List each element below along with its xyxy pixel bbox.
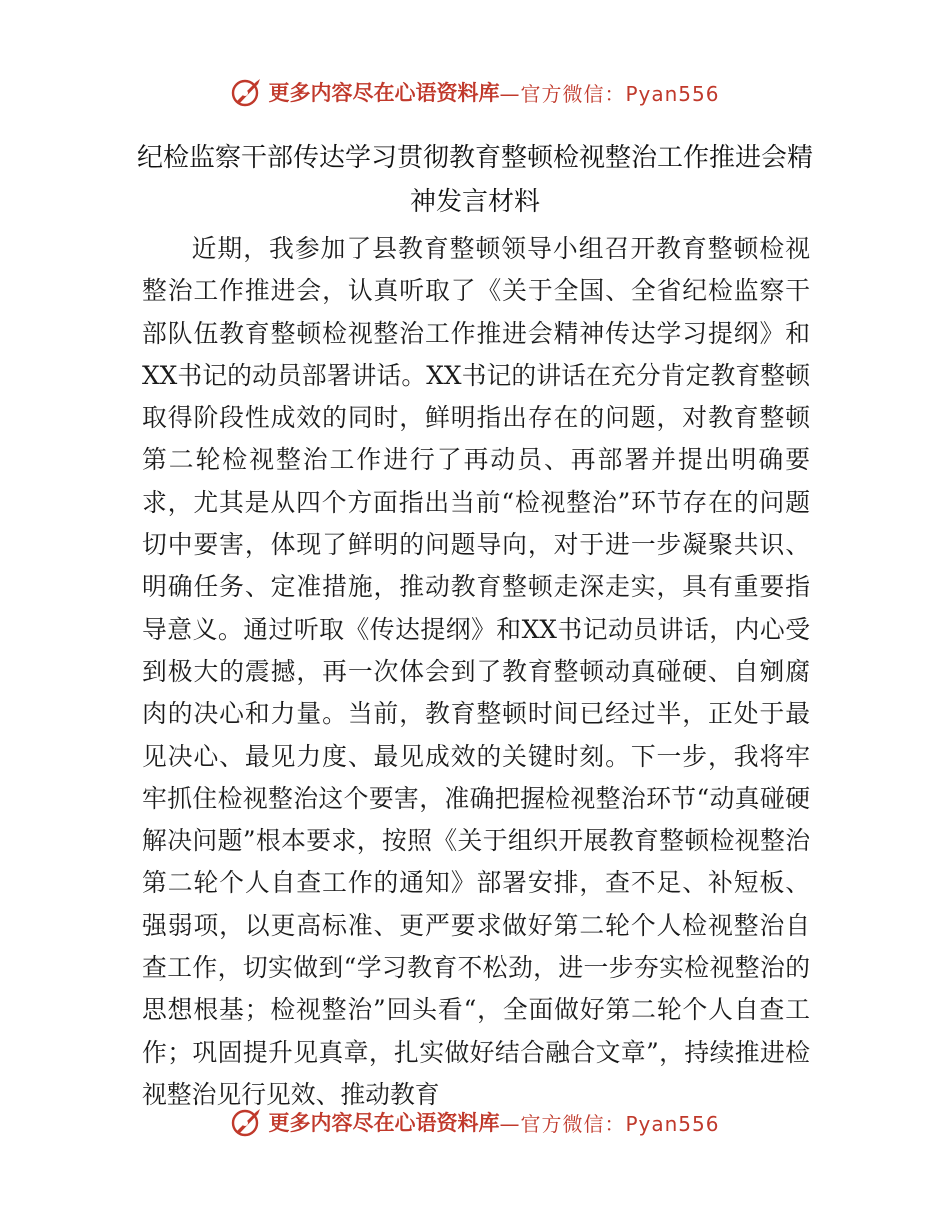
document-title: 纪检监察干部传达学习贯彻教育整顿检视整治工作推进会精神发言材料 [136, 143, 813, 217]
watermark-header [0, 70, 950, 114]
pen-logo-icon [230, 1105, 264, 1139]
watermark-brand: 更多内容尽在心语资料库 [268, 1111, 500, 1135]
document-paragraph: 近期，我参加了县教育整顿领导小组召开教育整顿检视整治工作推进会，认真听取了《关于全国、全省纪检监察干部队伍教育整顿检视整治工作推进会精神传达学习提纲》和XX书记的动员部署讲话。XX书记的讲话在充分肯定教育整顿取得阶段性成效的同时，鲜明指出存在的问题，对教育整顿第二轮检视整治工作进行了再动员、再部署并提出明确要求，尤其是从四个方面指出当前“检视整治”环节存在的问题切中要害，体现了鲜明的问题导向，对于进一步凝聚共识、明确任务、定准措施，推动教育整顿走深走实，具有重要指导意义。通过听取《传达提纲》和XX书记动员讲话，内心受到极大的震撼，再一次体会到了教育整顿动真碰硬、自剜腐肉的决心和力量。当前，教育整顿时间已经过半，正处于最见决心、最见力度、最见成效的关键时刻。下一步，我将牢牢抓住检视整治这个要害，准确把握检视整治环节“动真碰硬解决问题”根本要求，按照《关于组织开展教育整顿检视整治第二轮个人自查工作的通知》部署安排，查不足、补短板、强弱项，以更高标准、更严要求做好第二轮个人检视整治自查工作，切实做到“学习教育不松劲，进一步夯实检视整治的思想根基；检视整治”回头看“，全面做好第二轮个人自查工作；巩固提升见真章，扎实做好结合融合文章”，持续推进检视整治见行见效、推动教育 [142, 234, 810, 1109]
watermark-official: —官方微信：Pyan556 [499, 81, 720, 106]
watermark-official: —官方微信：Pyan556 [499, 1111, 720, 1136]
pen-logo-icon [230, 75, 264, 109]
watermark-footer [0, 1100, 950, 1144]
watermark-brand: 更多内容尽在心语资料库 [268, 81, 500, 105]
